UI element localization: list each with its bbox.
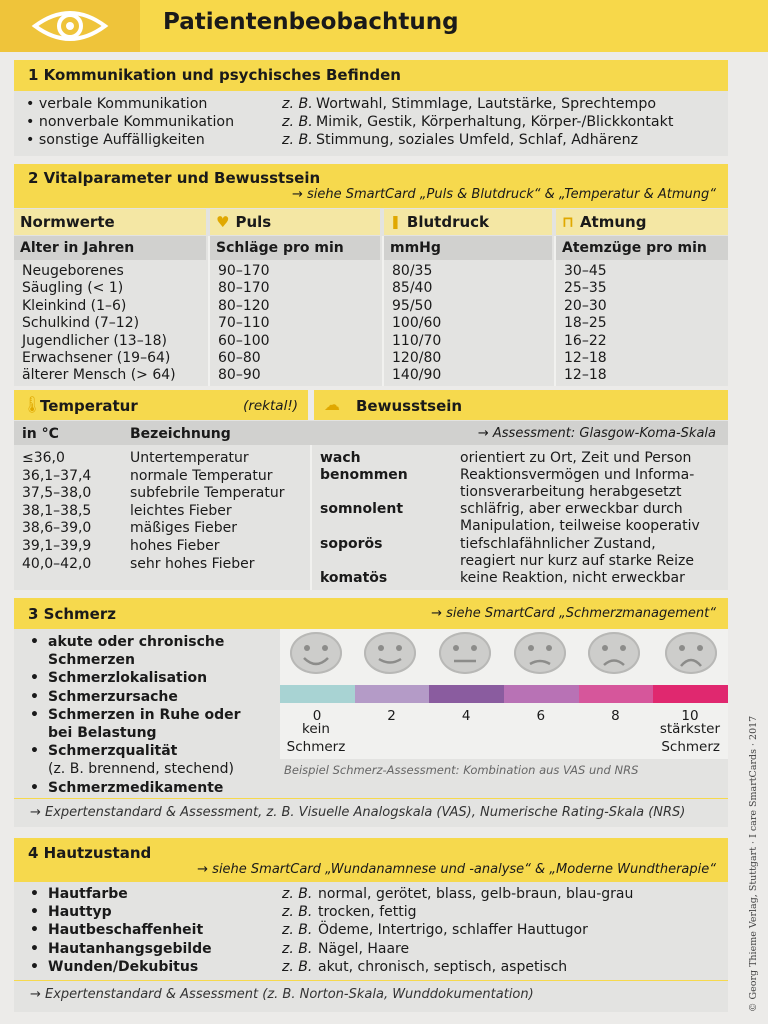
- state-desc: keine Reaktion, nicht erweckbar: [460, 569, 685, 586]
- col-puls: [210, 209, 380, 235]
- scale-tick: 0: [312, 708, 322, 724]
- divider: [208, 236, 210, 386]
- bullet: •: [30, 886, 39, 902]
- pain-item: Schmerzen: [48, 652, 135, 669]
- sub-atemzuege: Atemzüge pro min: [556, 236, 728, 260]
- resp-cell: 18–25: [564, 315, 607, 332]
- pain-item: Schmerzmedikamente: [48, 779, 224, 796]
- s1-item-text: Stimmung, soziales Umfeld, Schlaf, Adhärenz: [316, 132, 639, 148]
- eye-icon: [31, 6, 109, 46]
- pulse-cell: 80–90: [218, 367, 261, 384]
- s1-eg: z. B.: [282, 96, 313, 112]
- pain-item: Schmerzen in Ruhe oder: [48, 706, 241, 723]
- pulse-cell: 70–110: [218, 315, 270, 332]
- divider: [14, 980, 728, 981]
- age-cell: älterer Mensch (> 64): [22, 367, 176, 384]
- scale-segment: [579, 685, 654, 703]
- temp-note: (rektal!): [243, 398, 298, 414]
- skin-label: Hautanhangsgebilde: [48, 940, 212, 957]
- section-4-title: 4 Hautzustand: [28, 844, 152, 862]
- section-1-header: [14, 60, 728, 91]
- state-desc: tiefschlafähnlicher Zustand,: [460, 535, 656, 552]
- section-1-title: 1 Kommunikation und psychisches Befinden: [28, 66, 401, 84]
- section-1-panel: [14, 91, 728, 156]
- bullet: •: [30, 706, 39, 723]
- s1-item-label: • nonverbale Kommunikation: [26, 114, 235, 130]
- resp-cell: 12–18: [564, 367, 607, 384]
- scale-segment: [504, 685, 579, 703]
- scale-tick: 10: [681, 708, 699, 724]
- section-2-header: [14, 164, 728, 208]
- sub-bezeichnung: Bezeichnung: [130, 426, 231, 442]
- skin-eg: z. B.: [282, 958, 313, 975]
- section-3-title: 3 Schmerz: [28, 605, 116, 623]
- bew-header: [314, 390, 728, 420]
- divider: [310, 445, 312, 590]
- scale-caption: Beispiel Schmerz-Assessment: Kombination aus VAS und NRS: [284, 763, 639, 777]
- resp-cell: 12–18: [564, 350, 607, 366]
- page-title: Patientenbeobachtung: [163, 9, 459, 35]
- pulse-cell: 80–170: [218, 280, 270, 297]
- pain-item: (z. B. brennend, stechend): [48, 761, 234, 778]
- state-desc: schläfrig, aber erweckbar durch: [460, 501, 683, 518]
- bullet: •: [30, 779, 39, 796]
- temp-header: [14, 390, 308, 420]
- bp-cell: 80/35: [392, 263, 433, 279]
- temp-value: 38,1–38,5: [22, 502, 92, 519]
- skin-eg: z. B.: [282, 940, 313, 957]
- age-cell: Kleinkind (1–6): [22, 297, 127, 314]
- pain-item: Schmerzursache: [48, 688, 178, 705]
- sub-mmhg: mmHg: [384, 236, 552, 260]
- s1-item-text: Mimik, Gestik, Körperhaltung, Körper-/Blickkontakt: [316, 114, 674, 130]
- sub-celsius: in °C: [22, 426, 59, 442]
- state-desc: reagiert nur kurz auf starke Reize: [460, 552, 694, 569]
- bp-cell: 100/60: [392, 315, 442, 332]
- scale-tick: 6: [536, 708, 546, 724]
- section-3-ref: → siehe SmartCard „Schmerzmanagement“: [431, 606, 716, 621]
- col-puls-label: Puls: [235, 213, 272, 231]
- skin-label: Hautbeschaffenheit: [48, 922, 204, 939]
- skin-text: normal, gerötet, blass, gelb-braun, blau-grau: [318, 886, 634, 902]
- state-name: wach: [320, 450, 361, 466]
- right-label-2: Schmerz: [661, 739, 720, 755]
- pain-item: Schmerzlokalisation: [48, 670, 208, 687]
- thermometer-icon: 🌡: [22, 395, 43, 414]
- pain-item: Schmerzqualität: [48, 743, 178, 760]
- left-label: [286, 720, 346, 756]
- state-name: soporös: [320, 535, 383, 552]
- bullet: •: [30, 688, 39, 705]
- temp-name: normale Temperatur: [130, 467, 273, 484]
- scale-tick: 2: [387, 708, 396, 724]
- resp-cell: 20–30: [564, 297, 607, 314]
- skin-label: Wunden/Dekubitus: [48, 958, 199, 975]
- temp-title: Temperatur: [40, 397, 138, 415]
- state-name: somnolent: [320, 501, 404, 518]
- state-desc: orientiert zu Ort, Zeit und Person: [460, 450, 692, 466]
- sub-alter: Alter in Jahren: [14, 236, 206, 260]
- s1-item-label: • sonstige Auffälligkeiten: [26, 132, 205, 148]
- left-label-2: Schmerz: [286, 739, 346, 755]
- s1-item-text: Wortwahl, Stimmlage, Lautstärke, Sprechtempo: [316, 96, 657, 112]
- skin-text: trocken, fettig: [318, 904, 417, 921]
- bullet: •: [30, 904, 39, 921]
- state-desc: tionsverarbeitung herabgesetzt: [460, 484, 682, 501]
- skin-eg: z. B.: [282, 886, 313, 902]
- temp-name: hohes Fieber: [130, 538, 220, 554]
- temp-name: sehr hohes Fieber: [130, 555, 255, 572]
- section-2-title: 2 Vitalparameter und Bewusstsein: [28, 169, 321, 187]
- bp-cell: 110/70: [392, 332, 442, 349]
- bp-cell: 95/50: [392, 297, 433, 314]
- skin-label: Hautfarbe: [48, 886, 128, 902]
- temp-value: 40,0–42,0: [22, 555, 92, 572]
- col-atmung: [556, 209, 728, 235]
- s1-item-label: • verbale Kommunikation: [26, 96, 208, 112]
- bullet: •: [30, 940, 39, 957]
- age-cell: Jugendlicher (13–18): [22, 332, 167, 349]
- skin-text: akut, chronisch, septisch, aspetisch: [318, 958, 568, 975]
- scale-segment: [429, 685, 504, 703]
- bullet: •: [30, 670, 39, 687]
- skin-label: Hauttyp: [48, 904, 112, 921]
- pulse-cell: 90–170: [218, 263, 270, 279]
- scale-tick: 8: [611, 708, 620, 724]
- state-name: benommen: [320, 467, 408, 484]
- temp-name: leichtes Fieber: [130, 502, 232, 519]
- state-desc: Manipulation, teilweise kooperativ: [460, 518, 700, 535]
- skin-text: Ödeme, Intertrigo, schlaffer Hauttugor: [318, 922, 588, 939]
- age-cell: Neugeborenes: [22, 263, 124, 279]
- temp-value: 39,1–39,9: [22, 538, 92, 554]
- skin-text: Nägel, Haare: [318, 940, 410, 957]
- state-name: komatös: [320, 569, 388, 586]
- eye-logo: [0, 0, 140, 52]
- temp-value: 37,5–38,0: [22, 485, 92, 502]
- divider: [14, 798, 728, 799]
- bullet: •: [30, 958, 39, 975]
- age-cell: Säugling (< 1): [22, 280, 124, 297]
- heart-icon: ♥: [216, 213, 230, 231]
- resp-cell: 25–35: [564, 280, 607, 297]
- state-desc: Reaktionsvermögen und Informa-: [460, 467, 695, 484]
- section-3-header: [14, 598, 728, 629]
- divider: [382, 236, 384, 386]
- scale-segment: [355, 685, 430, 703]
- face-features: [290, 632, 718, 676]
- pulse-cell: 60–100: [218, 332, 270, 349]
- sub-schlaege: Schläge pro min: [210, 236, 380, 260]
- brain-icon: ☁: [324, 395, 340, 414]
- s1-eg: z. B.: [282, 132, 313, 148]
- bp-cell: 140/90: [392, 367, 442, 384]
- bew-title: Bewusstsein: [356, 397, 463, 415]
- bp-cell: 120/80: [392, 350, 442, 366]
- temp-value: 36,1–37,4: [22, 467, 92, 484]
- resp-cell: 16–22: [564, 332, 607, 349]
- lungs-icon: ⊓: [562, 213, 574, 231]
- section-3-footer: → Expertenstandard & Assessment, z. B. Visuelle Analogskala (VAS), Numerische Rating-Skala (NRS): [30, 805, 686, 820]
- skin-eg: z. B.: [282, 904, 313, 921]
- section-4-ref: → siehe SmartCard „Wundanamnese und -analyse“ & „Moderne Wundtherapie“: [197, 862, 716, 877]
- skin-eg: z. B.: [282, 922, 313, 939]
- bew-ref: → Assessment: Glasgow-Koma-Skala: [477, 426, 716, 441]
- bullet: •: [30, 922, 39, 939]
- col-normwerte: Normwerte: [14, 209, 206, 235]
- section-4-footer: → Expertenstandard & Assessment (z. B. Norton-Skala, Wunddokumentation): [30, 987, 534, 1002]
- pain-item: bei Belastung: [48, 725, 157, 741]
- s1-eg: z. B.: [282, 114, 313, 130]
- temp-name: subfebrile Temperatur: [130, 485, 285, 502]
- right-label-1: stärkster: [659, 721, 720, 737]
- left-label-1: kein: [302, 721, 330, 737]
- thermometer-bp-icon: ❚: [390, 214, 401, 230]
- divider: [554, 236, 556, 386]
- scale-segment: [653, 685, 728, 703]
- bullet: •: [30, 743, 39, 760]
- section-4-header: [14, 838, 728, 882]
- section-2-ref: → siehe SmartCard „Puls & Blutdruck“ & „Temperatur & Atmung“: [291, 187, 716, 202]
- temp-name: Untertemperatur: [130, 450, 249, 466]
- col-blutdruck: [384, 209, 552, 235]
- scale-segment: [280, 685, 355, 703]
- temp-value: ≤36,0: [22, 450, 65, 466]
- copyright-text: © Georg Thieme Verlag, Stuttgart · I care SmartCards · 2017: [748, 715, 759, 1012]
- resp-cell: 30–45: [564, 263, 607, 279]
- bp-cell: 85/40: [392, 280, 433, 297]
- pulse-cell: 80–120: [218, 297, 270, 314]
- right-label: [654, 720, 720, 756]
- scale-tick: 4: [461, 708, 471, 724]
- pulse-cell: 60–80: [218, 350, 261, 366]
- temp-value: 38,6–39,0: [22, 520, 92, 537]
- col-blutdruck-label: Blutdruck: [406, 213, 490, 231]
- bullet: •: [30, 634, 39, 650]
- temp-name: mäßiges Fieber: [130, 520, 237, 537]
- age-cell: Schulkind (7–12): [22, 315, 140, 332]
- col-atmung-label: Atmung: [579, 213, 647, 231]
- age-cell: Erwachsener (19–64): [22, 350, 171, 366]
- pain-item: akute oder chronische: [48, 634, 225, 650]
